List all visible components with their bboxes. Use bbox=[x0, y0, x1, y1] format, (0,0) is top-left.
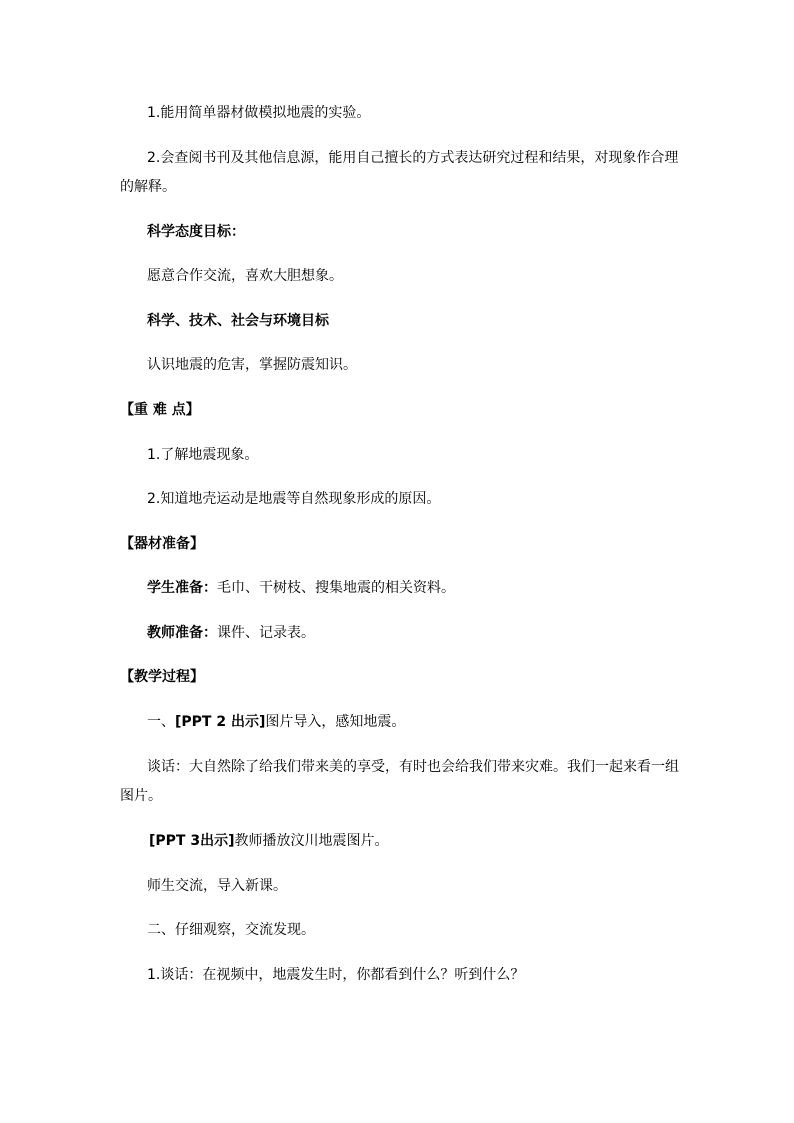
question-1: 1.谈话：在视频中，地震发生时，你都看到什么？听到什么？ bbox=[147, 967, 525, 983]
objective-1: 1.能用简单器材做模拟地震的实验。 bbox=[147, 105, 371, 121]
objective-2-line-1: 2.会查阅书刊及其他信息源，能用自己擅长的方式表达研究过程和结果，对现象作合理 bbox=[147, 150, 679, 166]
heading-key-points: 【重 难 点】 bbox=[120, 402, 200, 418]
exchange-line: 师生交流，导入新课。 bbox=[147, 878, 287, 894]
talk-line-2: 图片。 bbox=[120, 788, 162, 804]
key-point-1: 1.了解地震现象。 bbox=[147, 447, 259, 463]
student-materials-text: 毛巾、干树枝、搜集地震的相关资料。 bbox=[217, 580, 455, 596]
heading-science-attitude: 科学态度目标： bbox=[147, 224, 245, 240]
teacher-materials bbox=[147, 623, 315, 643]
heading-teaching-process: 【教学过程】 bbox=[120, 669, 204, 685]
ppt-3-line bbox=[149, 831, 388, 851]
ppt-2-tag: [PPT 2 出示] bbox=[175, 714, 266, 730]
step-1 bbox=[147, 712, 405, 732]
teacher-materials-label: 教师准备： bbox=[147, 625, 217, 641]
science-attitude-text: 愿意合作交流，喜欢大胆想象。 bbox=[147, 268, 343, 284]
ppt-3-tag: [PPT 3出示] bbox=[149, 833, 235, 849]
heading-sts-goal: 科学、技术、社会与环境目标 bbox=[147, 313, 329, 329]
objective-2-line-2: 的解释。 bbox=[120, 179, 176, 195]
student-materials-label: 学生准备： bbox=[147, 580, 217, 596]
step-1-prefix: 一、 bbox=[147, 714, 175, 730]
key-point-2: 2.知道地壳运动是地震等自然现象形成的原因。 bbox=[147, 491, 441, 507]
sts-goal-text: 认识地震的危害，掌握防震知识。 bbox=[147, 357, 357, 373]
talk-line-1: 谈话：大自然除了给我们带来美的享受，有时也会给我们带来灾难。我们一起来看一组 bbox=[147, 759, 679, 775]
heading-materials: 【器材准备】 bbox=[120, 536, 204, 552]
teacher-materials-text: 课件、记录表。 bbox=[217, 625, 315, 641]
step-2: 二、仔细观察，交流发现。 bbox=[147, 922, 315, 938]
ppt-3-text: 教师播放汶川地震图片。 bbox=[234, 833, 389, 849]
step-1-text: 图片导入，感知地震。 bbox=[265, 714, 406, 730]
student-materials bbox=[147, 578, 455, 598]
